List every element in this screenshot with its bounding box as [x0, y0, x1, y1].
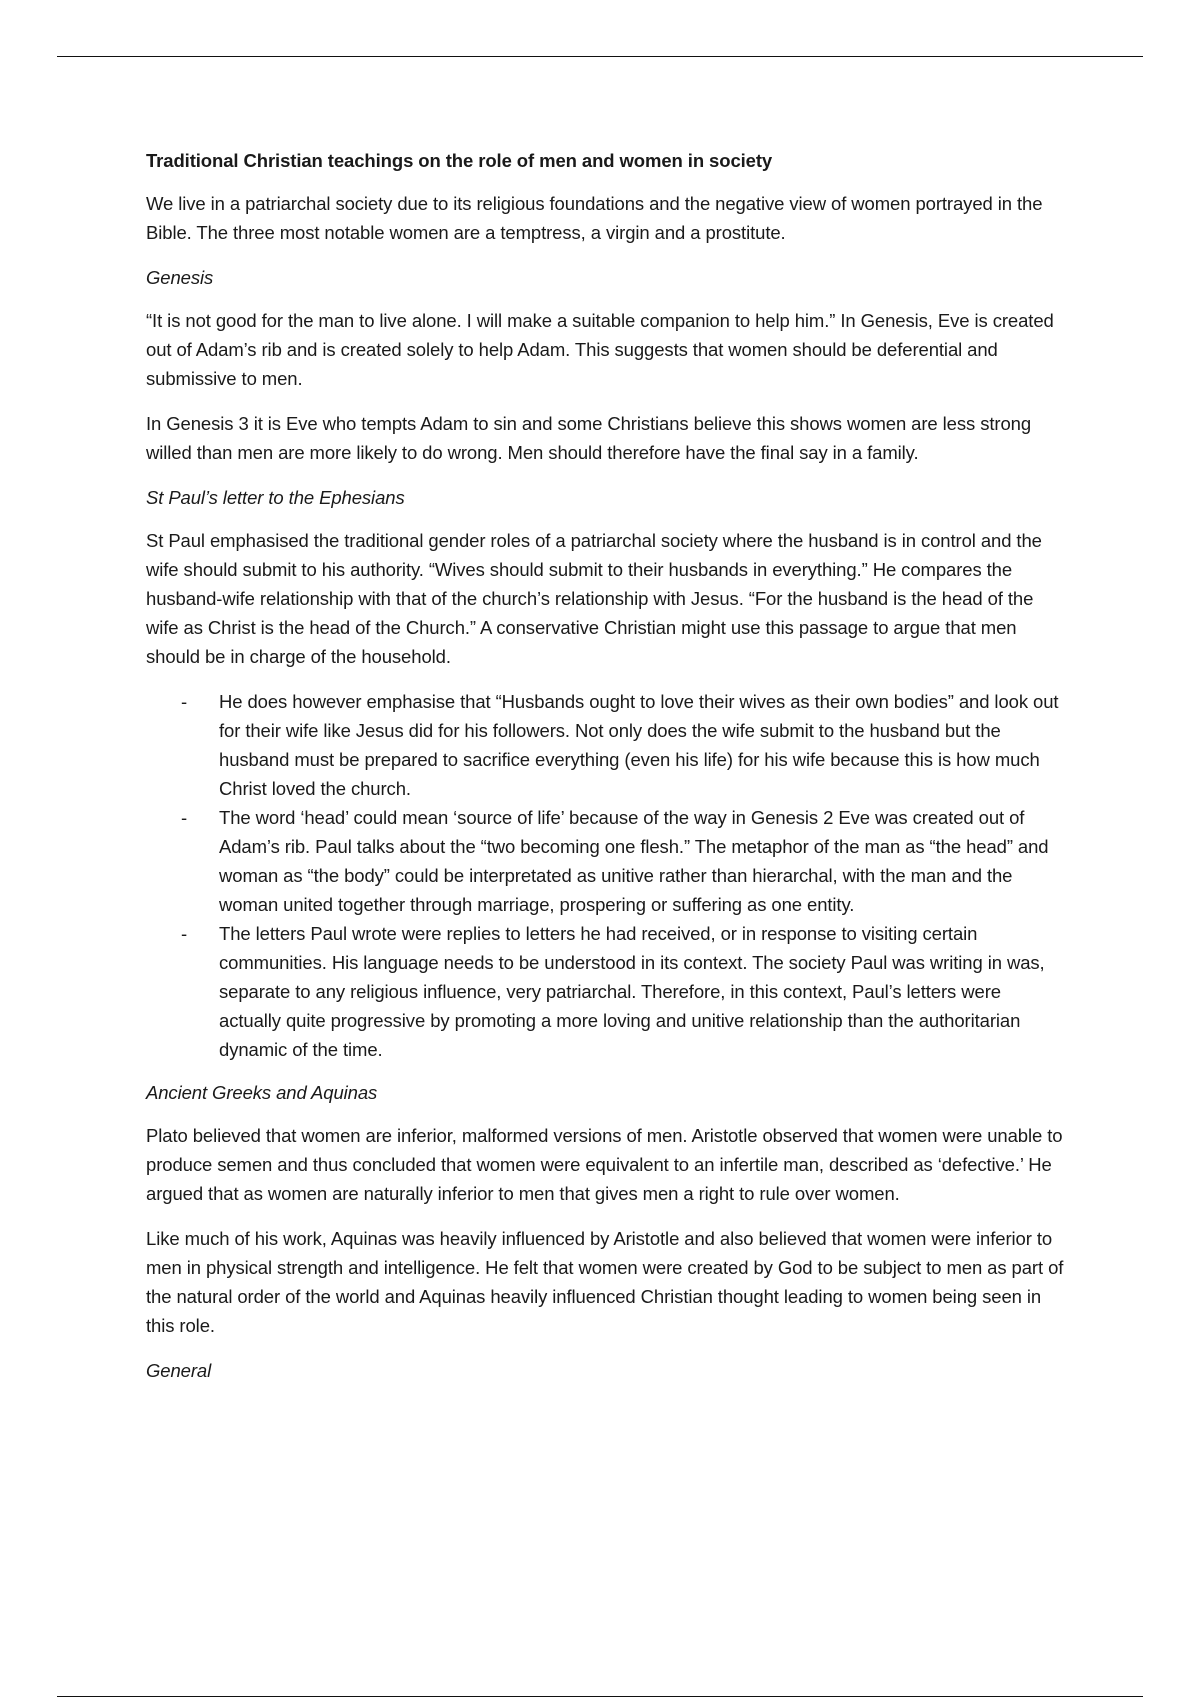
bullet-text: He does however emphasise that “Husbands ought to love their wives as their own bodies” and look out for their wife like Jesus did for his followers. Not only does the wife submit to the husband but the husband must be prepared to sacrifice everything (even his life) for his wife because this is how much Christ loved the church.: [219, 691, 1059, 799]
document-body: [146, 146, 1066, 1399]
section-heading-genesis: Genesis: [146, 267, 214, 288]
list-item: [146, 919, 1066, 1064]
ephesians-paragraph-1: St Paul emphasised the traditional gender roles of a patriarchal society where the husband is in control and the wife should submit to his authority. “Wives should submit to their husbands in everything.” He compares the husband-wife relationship with that of the church’s relationship with Jesus. “For the husband is the head of the wife as Christ is the head of the Church.” A conservative Christian might use this passage to argue that men should be in charge of the household.: [146, 530, 1042, 667]
bullet-text: The word ‘head’ could mean ‘source of life’ because of the way in Genesis 2 Eve was created out of Adam’s rib. Paul talks about the “two becoming one flesh.” The metaphor of the man as “the head” and woman as “the body” could be interpretated as unitive rather than hierarchal, with the man and the woman united together through marriage, prospering or suffering as one entity.: [219, 807, 1049, 915]
section-heading-general: General: [146, 1360, 212, 1381]
genesis-paragraph-2: In Genesis 3 it is Eve who tempts Adam to sin and some Christians believe this shows women are less strong willed than men are more likely to do wrong. Men should therefore have the final say in a family.: [146, 413, 1032, 463]
section-heading-ephesians: St Paul’s letter to the Ephesians: [146, 487, 405, 508]
bullet-text: The letters Paul wrote were replies to letters he had received, or in response to visiting certain communities. His language needs to be understood in its context. The society Paul was writing in was, separate to any religious influence, very patriarchal. Therefore, in this context, Paul’s letters were actually quite progressive by promoting a more loving and unitive relationship than the authoritarian dynamic of the time.: [219, 923, 1045, 1060]
bullet-dash: -: [181, 923, 188, 944]
list-item: [146, 803, 1066, 919]
header-rule: [57, 56, 1143, 57]
bullet-dash: -: [181, 691, 188, 712]
intro-paragraph: We live in a patriarchal society due to its religious foundations and the negative view of women portrayed in the Bible. The three most notable women are a temptress, a virgin and a prostitute.: [146, 193, 1043, 243]
greeks-paragraph-2: Like much of his work, Aquinas was heavily influenced by Aristotle and also believed that women were inferior to men in physical strength and intelligence. He felt that women were created by God to be subject to men as part of the natural order of the world and Aquinas heavily influenced Christian thought leading to women being seen in this role.: [146, 1228, 1064, 1336]
footer-rule: [57, 1696, 1143, 1697]
document-title: Traditional Christian teachings on the role of men and women in society: [146, 150, 773, 171]
greeks-paragraph-1: Plato believed that women are inferior, malformed versions of men. Aristotle observed that women were unable to produce semen and thus concluded that women were equivalent to an infertile man, described as ‘defective.’ He argued that as women are naturally inferior to men that gives men a right to rule over women.: [146, 1125, 1063, 1204]
genesis-paragraph-1: “It is not good for the man to live alone. I will make a suitable companion to help him.” In Genesis, Eve is created out of Adam’s rib and is created solely to help Adam. This suggests that women should be deferential and submissive to men.: [146, 310, 1054, 389]
ephesians-bullet-list: [146, 687, 1066, 1064]
list-item: [146, 687, 1066, 803]
bullet-dash: -: [181, 807, 188, 828]
section-heading-greeks-aquinas: Ancient Greeks and Aquinas: [146, 1082, 378, 1103]
